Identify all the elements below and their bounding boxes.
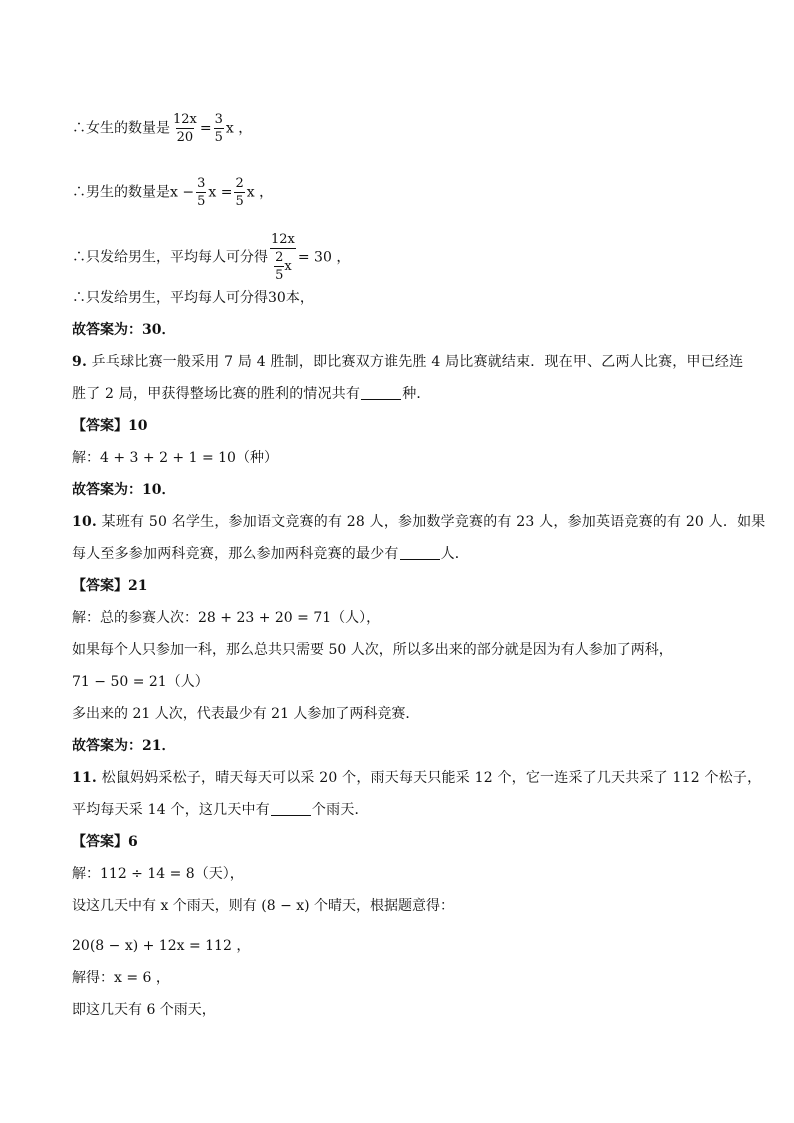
inner-fraction-variable: x xyxy=(284,259,292,274)
question-number: 11. xyxy=(72,770,97,786)
solution-line: 解：总的参赛人次：28 + 23 + 20 = 71（人）， xyxy=(72,610,381,626)
solution-line: 即这几天有 6 个雨天， xyxy=(72,1002,216,1018)
q10-text-line2 xyxy=(72,544,469,564)
q9-text-line2 xyxy=(72,384,431,404)
complex-fraction-numerator: 12x xyxy=(271,232,295,247)
equals-sign: = xyxy=(199,120,212,137)
solution-line: 解：112 ÷ 14 = 8（天）， xyxy=(72,866,244,882)
answer-label: 【答案】21 xyxy=(72,578,148,594)
per-boy-tail: = 30 ， xyxy=(297,249,351,266)
fraction-denominator: 20 xyxy=(176,130,194,145)
male-count-tail: x ， xyxy=(246,184,274,201)
q9-text-line1 xyxy=(72,352,743,372)
solution-line: 如果每个人只参加一科，那么总共只需要 50 人次，所以多出来的部分就是因为有人参加了两科， xyxy=(72,642,673,658)
per-boy-line xyxy=(72,232,350,283)
question-text: 胜了 2 局，甲获得整场比赛的胜利的情况共有 xyxy=(72,386,361,402)
female-count-tail: x ， xyxy=(225,120,253,137)
question-text: 种． xyxy=(402,386,431,402)
fraction-numerator: 3 xyxy=(214,112,223,127)
fraction-2-over-5 xyxy=(234,176,244,209)
male-count-lead: x − xyxy=(170,184,195,201)
question-text: 每人至多参加两科竞赛，那么参加两科竞赛的最少有 xyxy=(72,546,399,562)
question-text: 个雨天． xyxy=(311,802,369,818)
conclusion-line: 故答案为：21． xyxy=(72,738,176,754)
question-text: 人． xyxy=(440,546,470,562)
question-text: 松鼠妈妈采松子，晴天每天可以采 20 个，雨天每天只能采 12 个，它一连采了几天共采了 112 个松子， xyxy=(101,770,762,786)
solution-line: 多出来的 21 人次，代表最少有 21 人参加了两科竞赛． xyxy=(72,706,420,722)
question-number: 9. xyxy=(72,354,88,370)
question-text: 平均每天采 14 个，这几天中有 xyxy=(72,802,270,818)
question-text: 乒乓球比赛一般采用 7 局 4 胜制，即比赛双方谁先胜 4 局比赛就结束．现在甲、乙两人比赛，甲已经连 xyxy=(91,354,744,370)
male-count-mid: x = xyxy=(208,184,233,201)
fraction-denominator: 5 xyxy=(197,194,206,209)
answer-label: 【答案】6 xyxy=(72,834,138,850)
answer-label: 【答案】10 xyxy=(72,418,148,434)
fraction-denominator: 5 xyxy=(214,130,223,145)
solution-line: 71 − 50 = 21（人） xyxy=(72,674,209,690)
q11-text-line2 xyxy=(72,800,369,820)
answer-q8: 故答案为：30． xyxy=(72,322,176,338)
fraction-numerator: 12x xyxy=(173,112,197,127)
answer-blank xyxy=(400,545,440,560)
answer-blank xyxy=(361,385,401,400)
inner-fraction xyxy=(274,250,284,283)
female-count-line xyxy=(72,112,252,145)
male-count-prefix: ∴男生的数量是 xyxy=(72,184,170,201)
solution-line: 设这几天中有 x 个雨天，则有 (8 − x) 个晴天，根据题意得： xyxy=(72,898,455,914)
male-count-line xyxy=(72,176,273,209)
female-count-prefix: ∴女生的数量是 xyxy=(72,120,170,137)
q11-text-line1 xyxy=(72,768,761,788)
answer-blank xyxy=(271,801,311,816)
question-text: 某班有 50 名学生，参加语文竞赛的有 28 人，参加数学竞赛的有 23 人，参加英语竞赛的有 20 人．如果 xyxy=(101,514,766,530)
fraction-numerator: 3 xyxy=(197,176,206,191)
inner-fraction-numerator: 2 xyxy=(275,250,284,265)
fraction-3-over-5 xyxy=(196,176,206,209)
fraction-12x-over-20 xyxy=(172,112,198,145)
per-boy-result: ∴只发给男生，平均每人可分得30本， xyxy=(72,290,314,306)
inner-fraction-denominator: 5 xyxy=(275,268,284,283)
question-number: 10. xyxy=(72,514,97,530)
solution-line: 解：4 + 3 + 2 + 1 = 10（种） xyxy=(72,450,278,466)
q10-text-line1 xyxy=(72,512,765,532)
conclusion-line: 故答案为：10． xyxy=(72,482,176,498)
fraction-3-over-5 xyxy=(214,112,224,145)
fraction-denominator: 5 xyxy=(235,194,244,209)
solution-line: 20(8 − x) + 12x = 112 ， xyxy=(72,938,251,954)
complex-fraction-denominator xyxy=(273,249,293,283)
per-boy-prefix: ∴只发给男生，平均每人可分得 xyxy=(72,249,268,266)
solution-line: 解得：x = 6 ， xyxy=(72,970,170,986)
fraction-numerator: 2 xyxy=(235,176,244,191)
complex-fraction xyxy=(270,232,296,283)
